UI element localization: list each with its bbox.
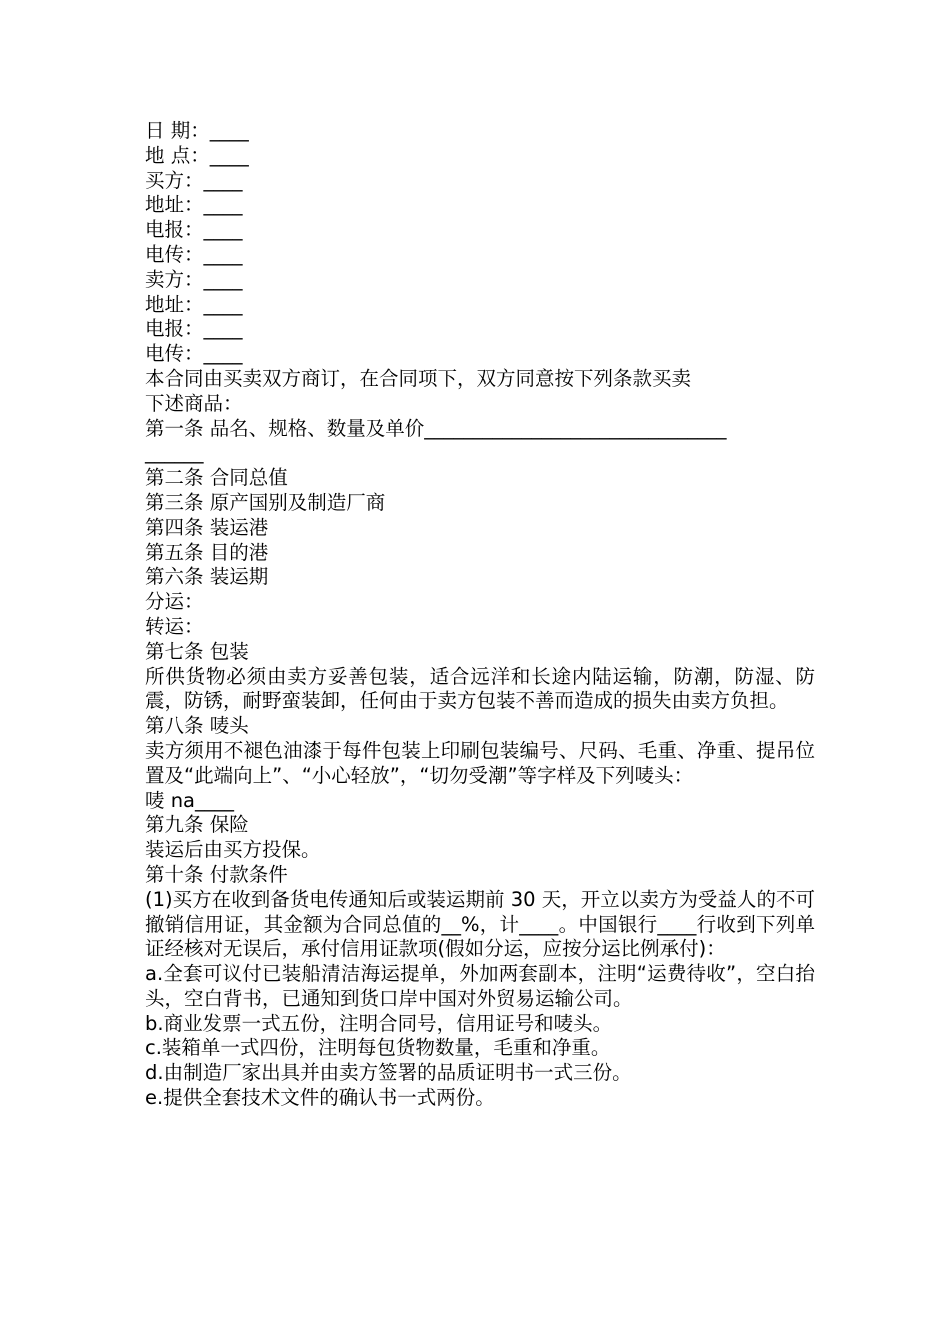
intro-text: 本合同由买卖双方商订，在合同项下，双方同意按下列条款买卖	[145, 366, 692, 390]
article-1-heading: 第一条 品名、规格、数量及单价_______________________________	[145, 416, 727, 440]
document-item-e: e.提供全套技术文件的确认书一式两份。	[145, 1086, 495, 1110]
article-7-body: 所供货物必须由卖方妥善包装，适合远洋和长途内陆运输，防潮，防湿、防震，防锈，耐野蛮装卸，任何由于卖方包装不善而造成的损失由卖方负担。	[145, 664, 815, 713]
article-8-heading: 第八条 唛头	[145, 714, 249, 738]
document-item-c: c.装箱单一式四份，注明每包货物数量，毛重和净重。	[145, 1036, 611, 1060]
field-buyer-address: 地址：____	[145, 193, 243, 217]
article-4-heading: 第四条 装运港	[145, 515, 269, 539]
article-5-heading: 第五条 目的港	[145, 540, 269, 564]
field-buyer-cable: 电报：____	[145, 218, 243, 242]
field-buyer: 买方：____	[145, 168, 243, 192]
field-place: 地 点：____	[145, 143, 249, 167]
article-9-body: 装运后由买方投保。	[145, 838, 321, 862]
transshipment-label: 转运：	[145, 614, 204, 638]
article-9-heading: 第九条 保险	[145, 813, 249, 837]
field-seller: 卖方：____	[145, 267, 243, 291]
article-8-body: 卖方须用不褪色油漆于每件包装上印刷包装编号、尺码、毛重、净重、提吊位置及“此端向上”、“小心轻放”，“切勿受潮”等字样及下列唛头：	[145, 738, 815, 787]
article-3-heading: 第三条 原产国别及制造厂商	[145, 490, 386, 514]
article-10-clause-1: (1)买方在收到备货电传通知后或装运期前 30 天，开立以卖方为受益人的不可撤销信用证，其金额为合同总值的__%，计____。中国银行____行收到下列单证经核对无误后，承付信用证款项(假如分运，应按分运比例承付)：	[145, 887, 815, 961]
document-item-a: a.全套可议付已装船清洁海运提单，外加两套副本，注明“运费待收”，空白抬头，空白背书，已通知到货口岸中国对外贸易运输公司。	[145, 962, 815, 1010]
field-date: 日 期：____	[145, 119, 249, 142]
article-2-heading: 第二条 合同总值	[145, 466, 288, 490]
field-seller-cable: 电报：____	[145, 317, 243, 341]
article-7-heading: 第七条 包装	[145, 639, 249, 663]
field-seller-telex: 电传：____	[145, 342, 243, 366]
partial-shipment-label: 分运：	[145, 590, 204, 614]
shipping-mark: 唛 na____	[145, 788, 235, 812]
document-item-b: b.商业发票一式五份，注明合同号，信用证号和唛头。	[145, 1011, 613, 1035]
field-seller-address: 地址：____	[145, 292, 243, 316]
article-6-heading: 第六条 装运期	[145, 565, 269, 589]
document-item-d: d.由制造厂家出具并由卖方签署的品质证明书一式三份。	[145, 1061, 632, 1085]
article-1-continuation: ______	[145, 441, 204, 465]
article-10-heading: 第十条 付款条件	[145, 862, 288, 886]
intro-text-cont: 下述商品：	[145, 391, 243, 415]
contract-page	[145, 119, 815, 1111]
field-buyer-telex: 电传：____	[145, 242, 243, 266]
